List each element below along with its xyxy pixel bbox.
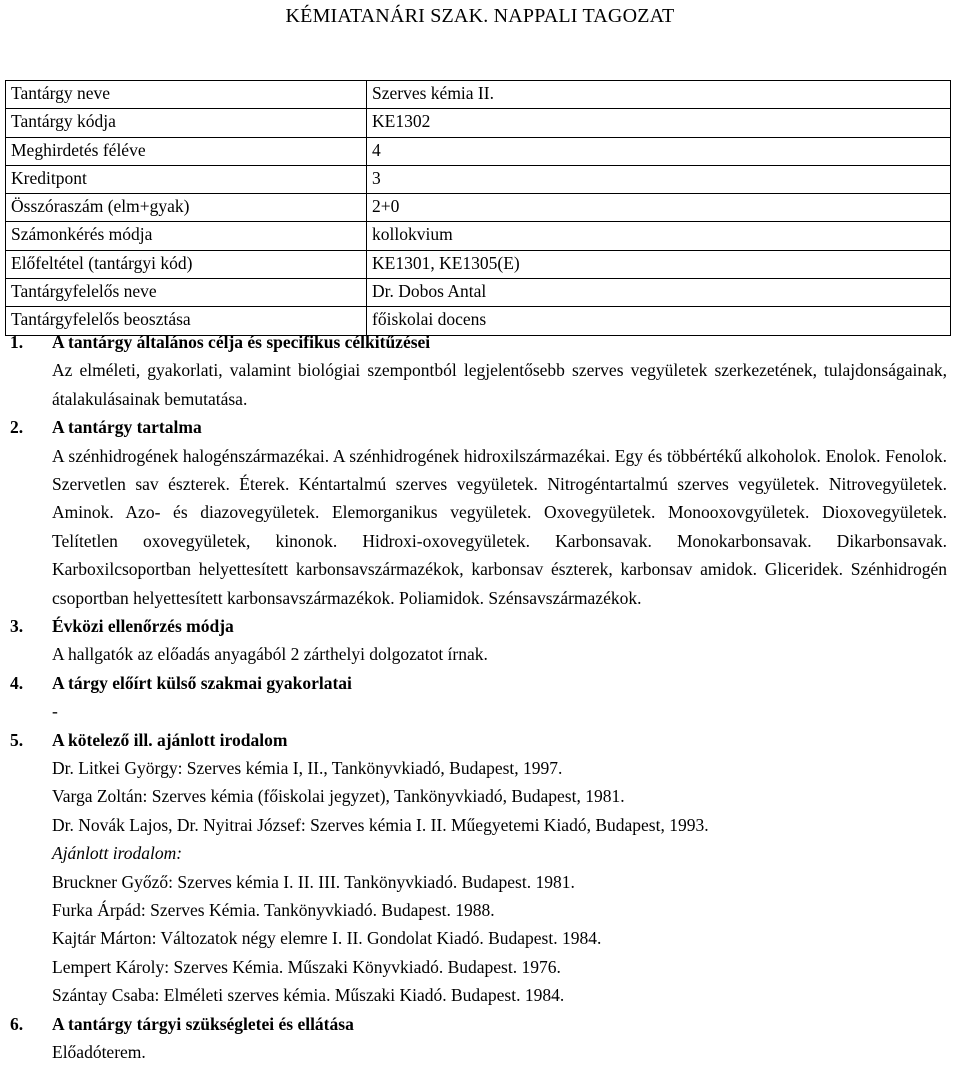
info-key: Meghirdetés féléve [6,137,367,165]
section-number: 6. [10,1013,24,1034]
reference-item: Lempert Károly: Szerves Kémia. Műszaki Könyvkiadó. Budapest. 1976. [52,956,561,977]
section-heading [5,1010,955,1038]
reference-item: Furka Árpád: Szerves Kémia. Tankönyvkiadó. Budapest. 1988. [52,899,495,920]
reference-item: Kajtár Márton: Változatok négy elemre I. II. Gondolat Kiadó. Budapest. 1984. [52,928,602,949]
info-row [6,250,951,278]
section-title: A tantárgy tartalma [52,417,202,438]
section-body [5,442,947,612]
section-heading [5,669,955,697]
info-value: főiskolai docens [367,307,951,335]
info-key: Tantárgyfelelős beosztása [6,307,367,335]
section-body [5,697,947,725]
section-body [5,754,947,1010]
info-value: 3 [367,165,951,193]
section-body [5,1038,947,1066]
section-number: 3. [10,616,24,637]
info-row [6,109,951,137]
section-number: 5. [10,729,24,750]
section-heading [5,328,955,356]
section-title: A tárgy előírt külső szakmai gyakorlatai [52,672,352,693]
section-heading [5,612,955,640]
objective-text: Az elméleti, gyakorlati, valamint biológiai szempontból legjelentősebb szerves vegyületek szerkezetének, tulajdonságainak, átalakulásainak bemutatása. [52,360,947,409]
section-number: 4. [10,672,24,693]
info-key: Kreditpont [6,165,367,193]
section-heading [5,726,955,754]
info-key: Számonkérés módja [6,222,367,250]
section-title: A tantárgy általános célja és specifikus célkitűzései [52,332,431,352]
course-info-table [5,80,951,336]
practice-text: - [52,701,58,722]
syllabus-content [5,328,955,1066]
assessment-text: A hallgatók az előadás anyagából 2 zárthelyi dolgozatot írnak. [52,644,488,665]
section-number: 2. [10,417,24,438]
section-body [5,640,947,668]
info-key: Tantárgy neve [6,81,367,109]
section-heading [5,413,955,441]
reference-item: Varga Zoltán: Szerves kémia (főiskolai jegyzet), Tankönyvkiadó, Budapest, 1981. [52,786,625,807]
info-row [6,165,951,193]
section-title: Évközi ellenőrzés módja [52,616,234,637]
info-value: 2+0 [367,194,951,222]
facilities-text: Előadóterem. [52,1041,146,1062]
content-text: A szénhidrogének halogénszármazékai. A szénhidrogének hidroxilszármazékai. Egy és többértékű alkoholok. Enolok. Fenolok. Szervetlen sav észterek. Éterek. Kéntartalmú szerves vegyületek. Nitrogéntartalmú szerves vegyületek. Nitrovegyületek. Aminok. Azo- és diazovegyületek. Elemorganikus vegyületek. Oxovegyületek. Monooxovgyületek. Dioxovegyületek. Telítetlen oxovegyületek, kinonok. Hidroxi-oxovegyületek. Karbonsavak. Monokarbonsavak. Dikarbonsavak. Karboxilcsoportban helyettesített karbonsavszármazékok, karbonsav észterek, karbonsav amidok. Gliceridek. Szénhidrogén csoportban helyettesített karbonsavszármazékok. Poliamidok. Szénsavszármazékok. [52,445,947,608]
info-row [6,81,951,109]
reference-item: Dr. Litkei György: Szerves kémia I, II., Tankönyvkiadó, Budapest, 1997. [52,757,563,778]
info-key: Tantárgy kódja [6,109,367,137]
reference-item: Szántay Csaba: Elméleti szerves kémia. Műszaki Kiadó. Budapest. 1984. [52,985,565,1006]
info-value: kollokvium [367,222,951,250]
section-body [5,356,947,413]
info-row [6,222,951,250]
page-title: KÉMIATANÁRI SZAK. NAPPALI TAGOZAT [285,5,675,27]
info-value: KE1301, KE1305(E) [367,250,951,278]
section-number: 1. [10,332,24,352]
section-title: A tantárgy tárgyi szükségletei és ellátása [52,1013,354,1034]
section-title: A kötelező ill. ajánlott irodalom [52,729,288,750]
info-key: Előfeltétel (tantárgyi kód) [6,250,367,278]
info-value: 4 [367,137,951,165]
info-row [6,137,951,165]
info-value: Dr. Dobos Antal [367,279,951,307]
info-row [6,279,951,307]
info-row [6,194,951,222]
reference-item: Dr. Novák Lajos, Dr. Nyitrai József: Szerves kémia I. II. Műegyetemi Kiadó, Budapest, 1993. [52,814,709,835]
recommended-label: Ajánlott irodalom: [52,843,183,864]
info-value: KE1302 [367,109,951,137]
info-value: Szerves kémia II. [367,81,951,109]
info-key: Tantárgyfelelős neve [6,279,367,307]
info-key: Összóraszám (elm+gyak) [6,194,367,222]
reference-item: Bruckner Győző: Szerves kémia I. II. III. Tankönyvkiadó. Budapest. 1981. [52,871,575,892]
